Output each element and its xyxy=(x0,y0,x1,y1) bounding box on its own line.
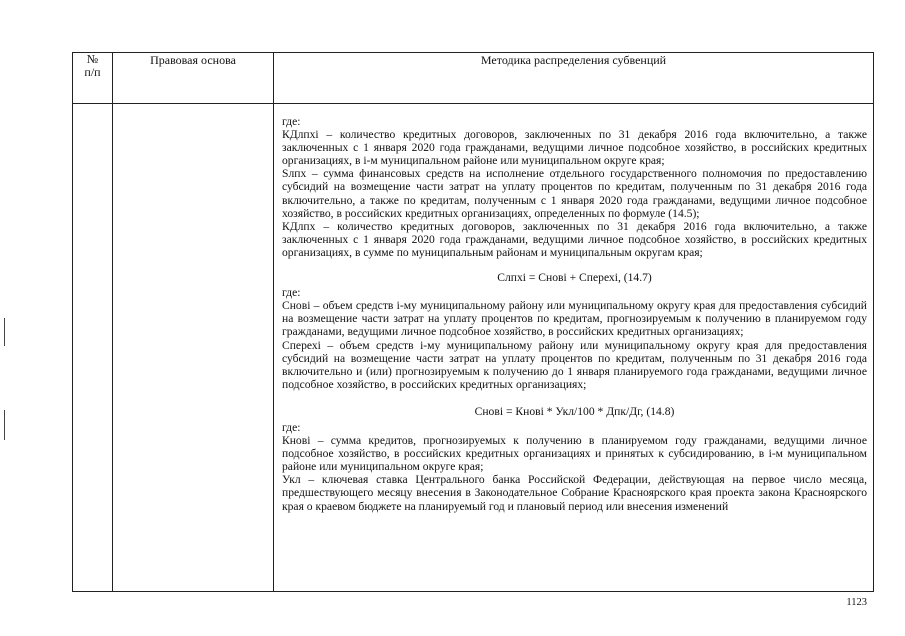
page-number: 1123 xyxy=(846,597,867,608)
margin-mark-top xyxy=(4,318,5,346)
formula-14-7: Слпхi = Сновi + Сперехi, (14.7) xyxy=(497,271,652,285)
definition-knov: Кновi – сумма кредитов, прогнозируемых к получению в планируемом году гражданами, ведущими личное подсобное хозяйство, в российских кредитных организациях и принятых к субсидированию, в i-м муниципальном районе или муниципальном округе края; xyxy=(282,434,867,474)
header-number-line1: № xyxy=(86,52,99,66)
definition-slph: Sлпх – сумма финансовых средств на исполнение отдельного государственного полномочия по предоставлению субсидий на возмещение части затрат на уплату процентов по кредитам, полученным по 31 декабря 2016 года включительно, а также по кредитам, полученным с 1 января 2020 года гражданами, ведущими личное подсобное хозяйство, в российских кредитных организациях, определенных по формуле (14.5); xyxy=(282,167,867,220)
header-number-line2: п/п xyxy=(84,65,101,79)
where-label: где: xyxy=(282,286,301,300)
cell-number xyxy=(73,104,113,592)
definition-snov: Сновi – объем средств i-му муниципальному району или муниципальному округу края для предоставления субсидий на возмещение части затрат на уплату процентов по кредитам, прогнозируемым к получению в планируемом году гражданами, ведущими личное подсобное хозяйство, в российских кредитных организациях; xyxy=(282,299,867,339)
definition-kdlph-i: КДлпхi – количество кредитных договоров, заключенных по 31 декабря 2016 года включительно, а также заключенных с 1 января 2020 года гражданами, ведущими личное подсобное хозяйство, в российских кредитных организациях, в i-м муниципальном районе или муниципальном округе края; xyxy=(282,128,867,168)
table-row xyxy=(73,104,874,592)
definition-kdlph-total: КДлпх – количество кредитных договоров, заключенных по 31 декабря 2016 года включительно, а также заключенных с 1 января 2020 года гражданами, ведущими личное подсобное хозяйство, в российских кредитных организациях, в сумме по муниципальным районам и муниципальным округам края; xyxy=(282,219,867,259)
where-label: где: xyxy=(282,420,301,434)
header-number xyxy=(73,53,113,104)
definition-ukl: Укл – ключевая ставка Центрального банка Российской Федерации, действующая на первое число месяца, предшествующего месяцу внесения в Законодательное Собрание Красноярского края проекта закона Красноярского края о краевом бюджете на планируемый год и плановый период или внесения изменений xyxy=(282,473,867,513)
methodology-text xyxy=(274,104,873,591)
formula-14-8: Сновi = Кновi * Укл/100 * Дпк/Дг, (14.8) xyxy=(474,404,675,418)
cell-methodology xyxy=(274,104,874,592)
subvention-table xyxy=(72,52,874,592)
table-header-row xyxy=(73,53,874,104)
margin-mark-bottom xyxy=(4,410,5,440)
definition-sperex: Сперехi – объем средств i-му муниципальному району или муниципальному округу края для предоставления субсидий на возмещение части затрат на уплату процентов по кредитам, полученным по 31 декабря 2016 года включительно и (или) прогнозируемым к получению до 1 января планируемого года гражданами, ведущими личное подсобное хозяйство, в российских кредитных организациях; xyxy=(282,338,867,391)
where-label: где: xyxy=(282,115,301,128)
header-methodology: Методика распределения субвенций xyxy=(274,53,874,104)
cell-legal-basis xyxy=(113,104,274,592)
header-legal-basis: Правовая основа xyxy=(113,53,274,104)
